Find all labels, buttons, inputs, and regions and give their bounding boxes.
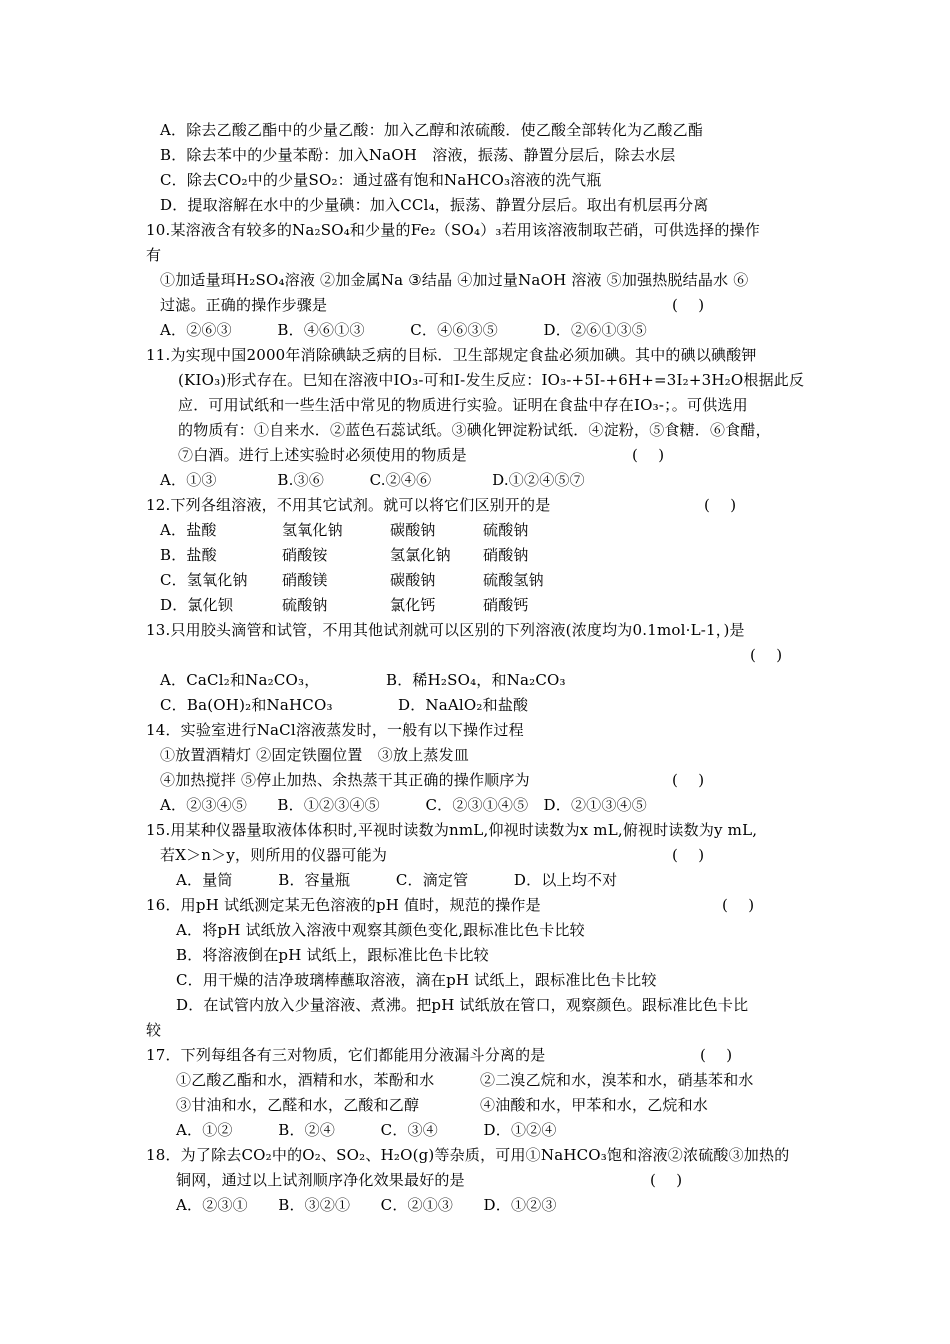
q18-stem-line2: 铜网，通过以上试剂顺序净化效果最好的是 <box>176 1171 465 1189</box>
q10-answer-paren: ( ) <box>672 296 705 314</box>
q14-steps-line1: ①放置酒精灯 ②固定铁圈位置 ③放上蒸发皿 <box>160 746 469 764</box>
q11-answers: A．①③ B.③⑥ C.②④⑥ D.①②④⑤⑦ <box>160 471 585 489</box>
q10-operations: ①加适量珥H₂SO₄溶液 ②加金属Na ③结晶 ④加过量NaOH 溶液 ⑤加强热脱结晶水 ⑥ <box>160 271 749 289</box>
q14-steps-line2: ④加热搅拌 ⑤停止加热、余热蒸干其正确的操作顺序为 <box>160 771 530 789</box>
q14-answer-paren: ( ) <box>672 771 705 789</box>
q12-row-c-col4: 硫酸氢钠 <box>483 571 544 589</box>
q9-option-d: D．提取溶解在水中的少量碘：加入CCl₄，振荡、静置分层后。取出有机层再分离 <box>160 196 709 214</box>
q15-answers: A．量筒 B．容量瓶 C．滴定管 D．以上均不对 <box>176 871 618 889</box>
q12-row-b-col3: 氢氯化钠 <box>390 546 451 564</box>
q11-stem-line4: 的物质有：①自来水．②蓝色石蕊试纸。③碘化钾淀粉试纸．④淀粉，⑤食糖．⑥食醋， <box>178 421 771 439</box>
q17-answer-paren: ( ) <box>700 1046 733 1064</box>
q12-row-c-col1: C．氢氧化钠 <box>160 571 248 589</box>
q16-option-a: A．将pH 试纸放入溶液中观察其颜色变化,跟标准比色卡比较 <box>176 921 585 939</box>
q17-stem: 17．下列每组各有三对物质，它们都能用分液漏斗分离的是 <box>146 1046 546 1064</box>
q14-stem: 14．实验室进行NaCl溶液蒸发时，一般有以下操作过程 <box>146 721 524 739</box>
q12-row-b-col2: 硝酸铵 <box>282 546 328 564</box>
q17-answers: A．①② B．②④ C．③④ D．①②④ <box>176 1121 557 1139</box>
q13-option-a: A．CaCl₂和Na₂CO₃， <box>160 671 320 689</box>
q12-row-a-col2: 氢氧化钠 <box>282 521 343 539</box>
q13-option-c: C．Ba(OH)₂和NaHCO₃ <box>160 696 333 714</box>
q17-groups-line2: ③甘油和水，乙醛和水，乙酸和乙醇 ④油酸和水，甲苯和水，乙烷和水 <box>176 1096 709 1114</box>
q18-answer-paren: ( ) <box>650 1171 683 1189</box>
q12-row-d-col2: 硫酸钠 <box>282 596 328 614</box>
q17-groups-line1: ①乙酸乙酯和水，酒精和水，苯酚和水 ②二溴乙烷和水，溴苯和水，硝基苯和水 <box>176 1071 754 1089</box>
q12-answer-paren: ( ) <box>704 496 737 514</box>
q12-stem: 12.下列各组溶液，不用其它试剂。就可以将它们区别开的是 <box>146 496 551 514</box>
q18-answers: A．②③① B．③②① C．②①③ D．①②③ <box>176 1196 557 1214</box>
q12-row-d-col1: D．氯化钡 <box>160 596 234 614</box>
q13-answer-paren: ( ) <box>750 646 783 664</box>
q10-stem: 10.某溶液含有较多的Na₂SO₄和少量的Fe₂（SO₄）₃若用该溶液制取芒硝，可供选择的操作 <box>146 221 761 239</box>
q12-row-b-col1: B．盐酸 <box>160 546 217 564</box>
q12-row-b-col4: 硝酸钠 <box>483 546 529 564</box>
q11-stem-line1: 11.为实现中国2000年消除碘缺乏病的目标．卫生部规定食盐必须加碘。其中的碘以碘酸钾 <box>146 346 757 364</box>
q11-answer-paren: ( ) <box>632 446 665 464</box>
q12-row-a-col3: 碳酸钠 <box>390 521 436 539</box>
q12-row-d-col4: 硝酸钙 <box>483 596 529 614</box>
q12-row-d-col3: 氯化钙 <box>390 596 436 614</box>
q11-stem-line2: (KIO₃)形式存在。巳知在溶液中IO₃-可和I-发生反应：IO₃-+5I-+6H+=3I₂+3H₂O根据此反 <box>178 371 805 389</box>
q12-row-c-col2: 硝酸镁 <box>282 571 328 589</box>
q13-option-b: B．稀H₂SO₄，和Na₂CO₃ <box>386 671 566 689</box>
q12-row-c-col3: 碳酸钠 <box>390 571 436 589</box>
q16-answer-paren: ( ) <box>722 896 755 914</box>
q16-stem: 16．用pH 试纸测定某无色溶液的pH 值时，规范的操作是 <box>146 896 541 914</box>
q11-stem-line3: 应．可用试纸和一些生活中常见的物质进行实验。证明在食盐中存在IO₃-；。可供选用 <box>178 396 748 414</box>
q13-stem: 13.只用胶头滴管和试管，不用其他试剂就可以区别的下列溶液(浓度均为0.1mol·L-1，)是 <box>146 621 745 639</box>
q12-row-a-col4: 硫酸钠 <box>483 521 529 539</box>
q16-option-b: B．将溶液倒在pH 试纸上，跟标准比色卡比较 <box>176 946 489 964</box>
q10-operations-cont: 过滤。正确的操作步骤是 <box>160 296 328 314</box>
q14-answers: A．②③④⑤ B．①②③④⑤ C．②③①④⑤ D．②①③④⑤ <box>160 796 647 814</box>
q15-stem-line2: 若X＞n＞y，则所用的仪器可能为 <box>160 846 388 864</box>
q13-option-d: D．NaAlO₂和盐酸 <box>398 696 529 714</box>
q11-stem-line5: ⑦白酒。进行上述实验时必须使用的物质是 <box>178 446 467 464</box>
q16-option-d-cont: 较 <box>146 1021 162 1039</box>
q9-option-b: B．除去苯中的少量苯酚：加入NaOH 溶液，振荡、静置分层后，除去水层 <box>160 146 676 164</box>
q15-answer-paren: ( ) <box>672 846 705 864</box>
q16-option-d: D．在试管内放入少量溶液、煮沸。把pH 试纸放在管口，观察颜色。跟标准比色卡比 <box>176 996 749 1014</box>
q10-stem-cont: 有 <box>146 246 162 264</box>
q9-option-c: C．除去CO₂中的少量SO₂：通过盛有饱和NaHCO₃溶液的洗气瓶 <box>160 171 602 189</box>
q18-stem-line1: 18．为了除去CO₂中的O₂、SO₂、H₂O(g)等杂质，可用①NaHCO₃饱和溶液②浓硫酸③加热的 <box>146 1146 790 1164</box>
q10-answers: A．②⑥③ B．④⑥①③ C．④⑥③⑤ D．②⑥①③⑤ <box>160 321 647 339</box>
q16-option-c: C．用干燥的洁净玻璃棒蘸取溶液，滴在pH 试纸上，跟标准比色卡比较 <box>176 971 657 989</box>
q12-row-a-col1: A．盐酸 <box>160 521 217 539</box>
q15-stem-line1: 15.用某种仪器量取液体体积时,平视时读数为nmL,仰视时读数为x mL,俯视时读数为y mL, <box>146 821 758 839</box>
q9-option-a: A．除去乙酸乙酯中的少量乙酸：加入乙醇和浓硫酸．使乙酸全部转化为乙酸乙酯 <box>160 121 704 139</box>
